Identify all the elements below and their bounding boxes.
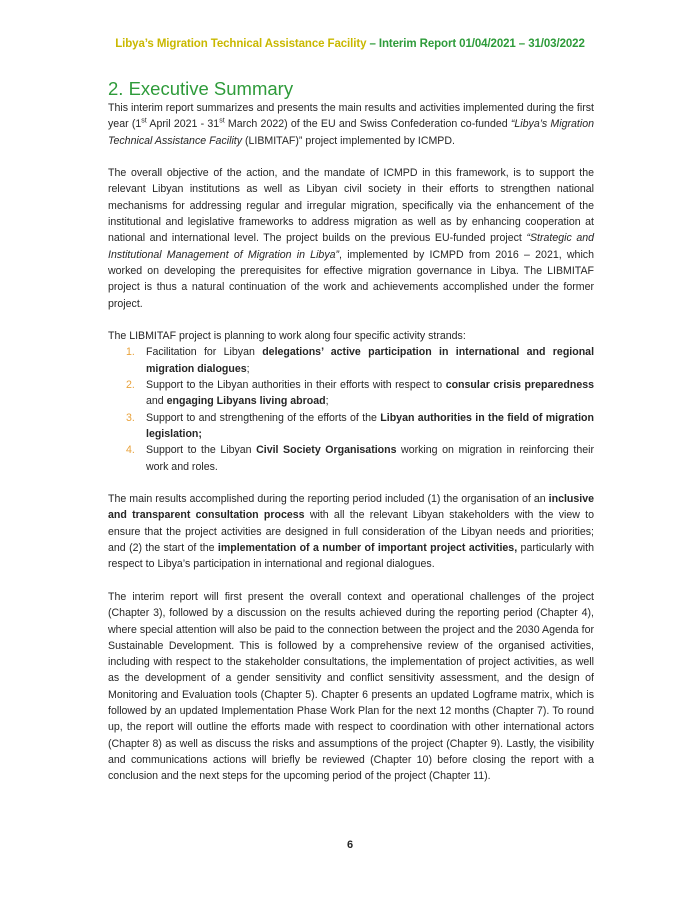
list-number: 4.: [126, 444, 135, 457]
paragraph-objective: [108, 165, 594, 312]
list-number: 1.: [126, 346, 135, 359]
running-header: [0, 38, 700, 50]
list-text: ;: [325, 395, 329, 408]
paragraph-report-structure: The interim report will first present the overall context and operational challenges of the project (Chapter 3), followed by a discussion on the results achieved during the reporting period (Chapter 4), where special attention will also be paid to the connection between the project and the 2030 Agenda for Sustainable Development. This is followed by a comprehensive review of the organised activities, including with respect to the stakeholder consultations, the implementation of project activities, as well as the development of a gender sensitivity and conflict sensitivity assessment, and the design of Monitoring and Evaluation tools (Chapter 5). Chapter 6 presents an updated Logframe matrix, which is followed by an updated Implementation Phase Work Plan for the next 12 months (Chapter 7). To round up, the report will outline the efforts made with respect to coordination with other international actors (Chapter 8) as well as discuss the risks and assumptions of the project (Chapter 9). Lastly, the visibility and communications actions will briefly be reviewed (Chapter 10) before closing the report with a conclusion and the next steps for the upcoming period of the project (Chapter 11).: [108, 590, 594, 783]
p4-text-a: The main results accomplished during the reporting period included (1) the organisation of an: [108, 493, 549, 506]
section-title: 2. Executive Summary: [108, 78, 294, 99]
list-text: Support to the Libyan authorities in their efforts with respect to: [146, 379, 446, 392]
p1-text-a: This interim report summarizes and presents the main results and activities implemented during the first year (1: [108, 102, 594, 131]
p2-text-b: , implemented by ICMPD from 2016 – 2021, which worked on developing the prerequisites for effective migration governance in Libya. The LIBMITAF project is thus a natural continuation of the work and achievements accomplished under the former project.: [108, 248, 594, 310]
p1-text-b: April 2021 - 31: [146, 118, 220, 131]
list-bold-text: Libyan authorities in the field of migration legislation;: [146, 411, 594, 440]
list-item: [108, 410, 594, 443]
list-text: Support to the Libyan: [146, 444, 257, 457]
paragraph-strands-intro: The LIBMITAF project is planning to work along four specific activity strands:: [108, 330, 466, 343]
list-item: [108, 377, 594, 410]
list-text: Facilitation for Libyan: [146, 346, 263, 359]
p1-project-name: “Libya’s Migration Technical Assistance Facility: [108, 118, 594, 147]
p4-bold-2: implementation of a number of important project activities,: [217, 542, 518, 555]
list-bold-text: consular crisis preparedness: [445, 379, 594, 392]
p2-previous-project: “Strategic and Institutional Management of Migration in Libya”: [108, 232, 595, 261]
list-bold-text: delegations’ active participation in international and regional migration dialogues: [146, 346, 595, 375]
p4-text-c: with all the relevant Libyan stakeholders with the view to ensure that the project activities are designed in full consideration of the Libyan needs and priorities; and (2) the start of the: [108, 509, 594, 555]
list-text: ;: [246, 362, 250, 375]
list-number: 2.: [126, 379, 135, 392]
p1-text-c: March 2022) of the EU and Swiss Confederation co-funded: [224, 118, 511, 131]
p2-text-a: The overall objective of the action, and the mandate of ICMPD in this framework, is to support the relevant Libyan institutions as well as Libyan civil society in their efforts to strengthen national mechanisms for addressing regular and irregular migration, specifically via the enhancement of the institutional and legislative frameworks to address migration as well as by enhancing cooperation at national and international level. The project builds on the previous EU-funded project: [108, 167, 594, 245]
list-bold-text: Civil Society Organisations: [256, 444, 397, 457]
page-content: [108, 78, 594, 784]
list-text: Support to and strengthening of the efforts of the: [146, 411, 381, 424]
p4-text-d: particularly with respect to Libya’s participation in international and regional dialogues.: [108, 542, 594, 571]
p1-sup-1: st: [141, 117, 147, 125]
header-report-period: Interim Report 01/04/2021 – 31/03/2022: [378, 38, 585, 50]
paragraph-intro: [108, 100, 594, 149]
list-text: working on migration in reinforcing their work and roles.: [146, 444, 594, 473]
paragraph-results: [108, 491, 594, 572]
list-item: [108, 344, 594, 377]
header-facility-title: Libya’s Migration Technical Assistance Facility: [115, 38, 367, 50]
activity-strands-list: [108, 344, 594, 474]
p1-text-d: (LIBMITAF)” project implemented by ICMPD.: [242, 134, 455, 147]
header-separator: –: [366, 38, 379, 50]
p1-sup-2: st: [219, 117, 225, 125]
list-text: and: [146, 395, 167, 408]
list-number: 3.: [126, 411, 135, 424]
list-item: [108, 442, 594, 475]
page-number: 6: [346, 839, 354, 851]
list-bold-text: engaging Libyans living abroad: [166, 395, 326, 408]
p4-bold-1: inclusive and transparent consultation process: [108, 493, 594, 522]
